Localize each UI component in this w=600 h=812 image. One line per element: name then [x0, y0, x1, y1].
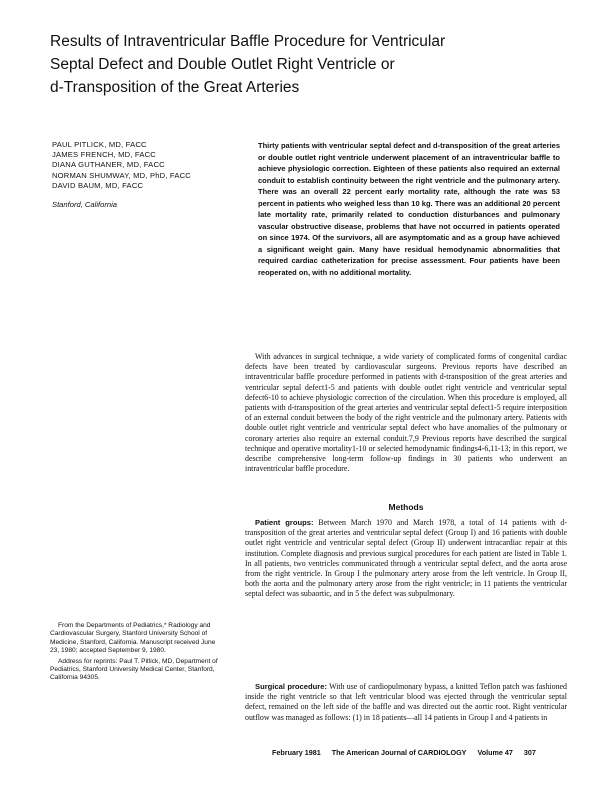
methods-heading: Methods — [388, 502, 424, 512]
author: NORMAN SHUMWAY, MD, PhD, FACC — [52, 170, 191, 180]
title-line: Septal Defect and Double Outlet Right Ventricle or — [50, 56, 395, 73]
surgical-procedure-label: Surgical procedure: — [255, 682, 327, 691]
footer-date: February 1981 — [272, 748, 321, 757]
article-title — [50, 30, 490, 99]
title-line: d-Transposition of the Great Arteries — [50, 79, 300, 96]
surgical-procedure-paragraph — [245, 682, 567, 732]
page-number: 307 — [523, 748, 536, 757]
surgical-procedure-text: With use of cardiopulmonary bypass, a knitted Teflon patch was fashioned inside the right ventricle so that left ventricular blood was ejected through the ventricular septal defect, remained on the left side of the baffle and was directed out the aortic root. Right ventricular outflow was managed as follows: (1) in 18 patients—all 14 patients in Group I and 4 patients in — [245, 682, 567, 722]
patient-groups-paragraph — [245, 518, 567, 600]
footer-journal: The American Journal of CARDIOLOGY — [331, 748, 467, 757]
author: DAVID BAUM, MD, FACC — [52, 180, 144, 190]
author-location: Stanford, California — [52, 200, 118, 209]
author-list — [52, 140, 232, 191]
title-line: Results of Intraventricular Baffle Procedure for Ventricular — [50, 33, 446, 50]
footnote — [50, 622, 220, 685]
patient-groups-label: Patient groups: — [255, 518, 314, 527]
page-footer — [272, 748, 572, 757]
patient-groups-text: Between March 1970 and March 1978, a total of 14 patients with d-transposition of the great arteries and ventricular septal defect (Group I) and 16 patients with double outlet right ventricle and ventricular septal defect (Group II) underwent intracardiac repair at this institution. Complete diagnosis and previous surgical procedures for each patient are listed in Table 1. In all patients, two ventricles communicated through a ventricular septal defect, and the aorta arose from the right ventricle. In Group I the pulmonary artery arose from the left ventricle. In Group II, both the aorta and the pulmonary artery arose from the right ventricle; in 11 patients the ventricular septal defect was subaortic, and in 5 the defect was subpulmonary. — [245, 518, 567, 599]
introduction-paragraph: With advances in surgical technique, a wide variety of complicated forms of congenital cardiac defects have been treated by cardiovascular surgeons. Previous reports have described an intraventricular baffle procedure performed in patients with d-transposition of the great arteries and ventricular septal defect1-5 and patients with double outlet right ventricle and ventricular septal defect6-10 to achieve physiologic correction of the circulation. When this procedure is employed, all patients with d-transposition of the great arteries and ventricular septal defect1-5 require interposition of an external conduit between the body of the right ventricle and the pulmonary artery. Patients with double outlet right ventricle and ventricular septal defect who have anomalies of the pulmonary or coronary arteries also require an external conduit.7,9 Previous reports have described the surgical technique and operative mortality1-10 or selected hemodynamic findings4-6,11-13; in this report, we describe comprehensive long-term follow-up findings in 30 patients who underwent an intraventricular baffle procedure. — [245, 352, 567, 474]
abstract: Thirty patients with ventricular septal defect and d-transposition of the great arteries or double outlet right ventricle underwent placement of an intraventricular baffle to achieve physiologic correction. Eighteen of these patients also required an external conduit to establish continuity between the right ventricle and the pulmonary artery. There was an overall 22 percent early mortality rate, although the rate was 53 percent in patients who weighed less than 10 kg. There was an additional 20 percent late mortality rate, primarily related to conduction disturbances and pulmonary vascular obstructive disease, problems that have not occurred in patients operated on since 1974. Of the survivors, all are asymptomatic and as a group have achieved a significant weight gain. Many have residual hemodynamic abnormalities that required cardiac catheterization for precise assessment. Four patients have been reoperated on, with no additional mortality. — [258, 141, 560, 278]
footer-volume: Volume 47 — [477, 748, 513, 757]
footnote-address: Address for reprints: Paul T. Pitlick, MD, Department of Pediatrics, Stanford University Medical Center, Stanford, California 94305. — [50, 657, 218, 682]
author: DIANA GUTHANER, MD, FACC — [52, 160, 165, 170]
footnote-affiliation: From the Departments of Pediatrics,* Radiology and Cardiovascular Surgery, Stanford University School of Medicine, Stanford, California. Manuscript received June 23, 1980; accepted September 9, 1980. — [50, 622, 216, 655]
author: JAMES FRENCH, MD, FACC — [52, 150, 156, 160]
author: PAUL PITLICK, MD, FACC — [52, 140, 147, 149]
